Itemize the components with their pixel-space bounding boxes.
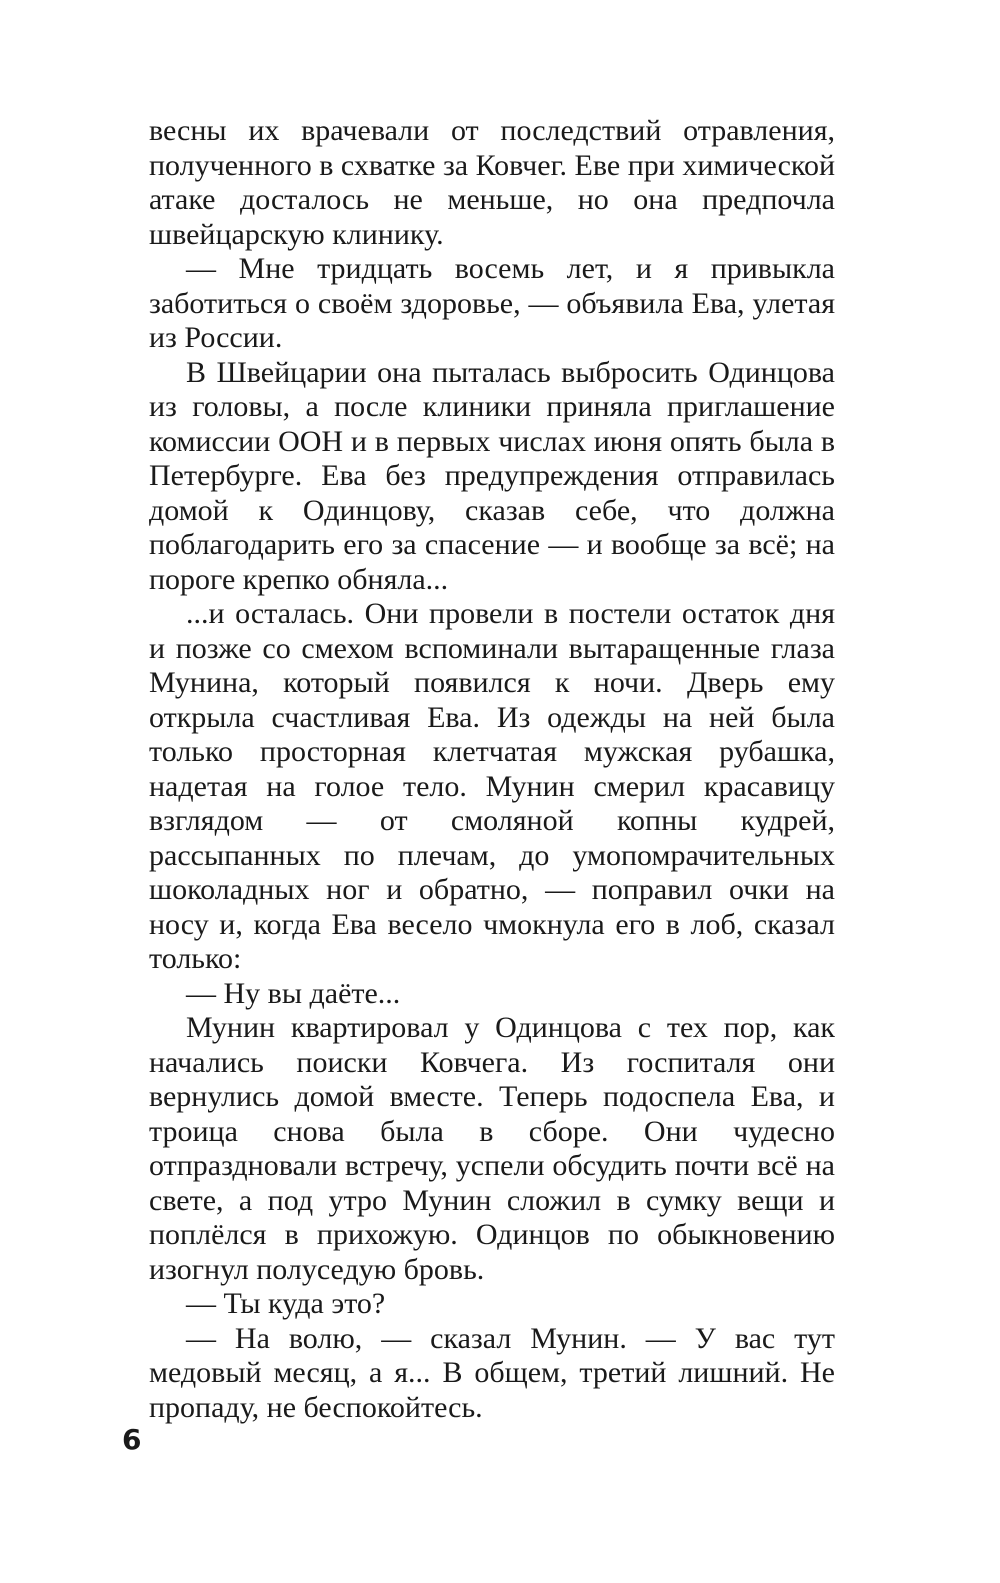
- paragraph: — Ну вы даёте...: [186, 976, 401, 1010]
- paragraph: весны их врачевали от последствий отравления, полученного в схватке за Ковчег. Еве при химической атаке досталось не меньше, но она предпочла швейцарскую клинику.: [149, 114, 835, 251]
- paragraph: — Мне тридцать восемь лет, и я привыкла заботиться о своём здоровье, — объявила Ева, улетая из России.: [149, 252, 835, 354]
- paragraph: В Швейцарии она пыталась выбросить Одинцова из головы, а после клиники приняла приглашение комиссии ООН и в первых числах июня опять была в Петербурге. Ева без предупреждения отправилась домой к Одинцову, сказав себе, что должна поблагодарить его за спасение — и вообще за всё; на пороге крепко обняла...: [149, 355, 835, 596]
- page-number: 6: [122, 1423, 142, 1456]
- paragraph: — На волю, — сказал Мунин. — У вас тут медовый месяц, а я... В общем, третий лишний. Не пропаду, не беспокойтесь.: [149, 1321, 835, 1424]
- paragraph: Мунин квартировал у Одинцова с тех пор, как начались поиски Ковчега. Из госпиталя они вернулись домой вместе. Теперь подоспела Ева, и троица снова была в сборе. Они чудесно отпраздновали встречу, успели обсудить почти всё на свете, а под утро Мунин сложил в сумку вещи и поплёлся в прихожую. Одинцов по обыкновению изогнул полуседую бровь.: [149, 1011, 835, 1286]
- paragraph: ...и осталась. Они провели в постели остаток дня и позже со смехом вспоминали вытаращенные глаза Мунина, который появился к ночи. Дверь ему открыла счастливая Ева. Из одежды на ней была только просторная клетчатая мужская рубашка, надетая на голое тело. Мунин смерил красавицу взглядом — от смоляной копны кудрей, рассыпанных по плечам, до умопомрачительных шоколадных ног и обратно, — поправил очки на носу и, когда Ева весело чмокнула его в лоб, сказал только:: [149, 597, 835, 975]
- paragraph: — Ты куда это?: [186, 1287, 386, 1320]
- body-text: [149, 114, 835, 1425]
